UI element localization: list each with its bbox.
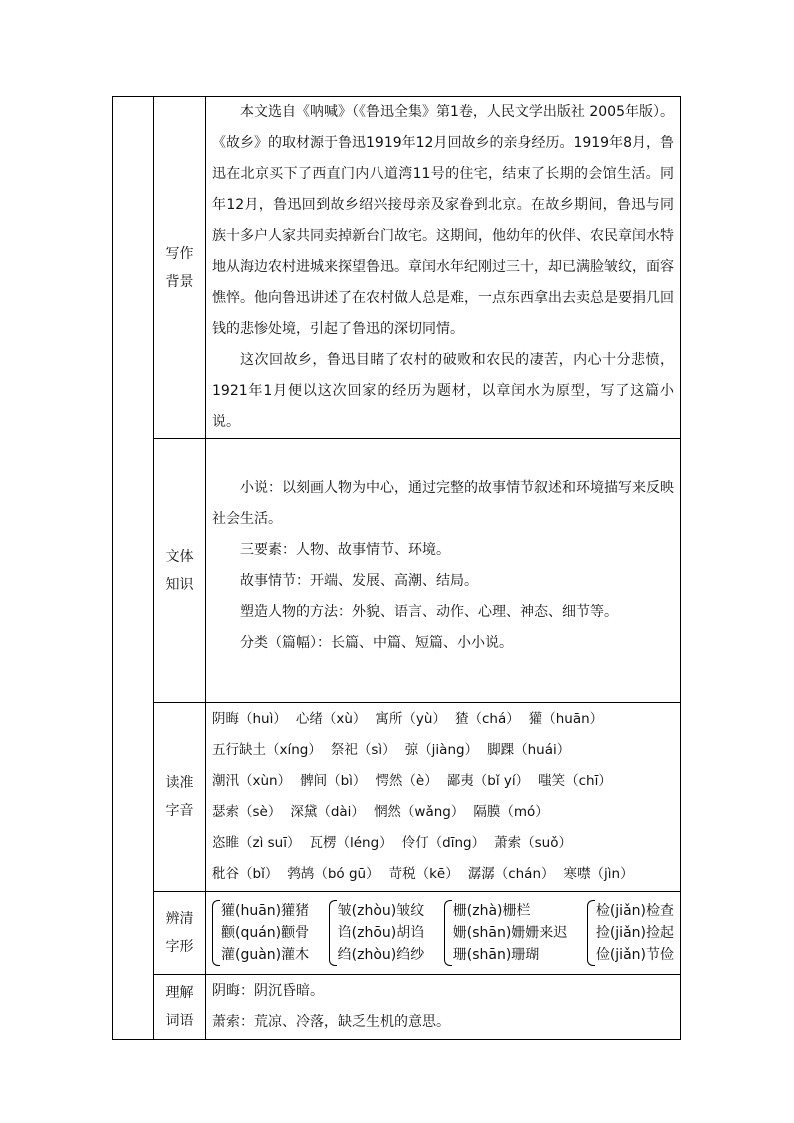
brace-icon <box>444 900 452 966</box>
brace-icon <box>329 900 337 966</box>
pron-word: 鄙夷（bǐ yí） <box>446 773 530 789</box>
pron-word: 脚踝（huái） <box>487 742 571 758</box>
label-words-text: 理解 词语 <box>165 985 194 1029</box>
genre-line-1: 小说：以刻画人物为中心，通过完整的故事情节叙述和环境描写来反映社会生活。 <box>212 479 674 527</box>
char-item: 皱(zhòu)皱纹 <box>337 903 425 919</box>
merged-column-cell <box>113 97 154 1040</box>
background-paragraph-2: 这次回故乡，鲁迅目睹了农村的破败和农民的凄苦，内心十分悲愤，1921年1月便以这次回家的经历为题材，以章闰水为原型，写了这篇小说。 <box>212 352 674 430</box>
pron-word: 心绪（xù） <box>295 711 367 727</box>
pron-word: 弶（jiàng） <box>404 742 479 758</box>
genre-line-5: 分类（篇幅）：长篇、中篇、短篇、小小说。 <box>240 634 513 651</box>
genre-line-2: 三要素：人物、故事情节、环境。 <box>240 541 450 558</box>
char-item: 捡(jiǎn)捡起 <box>595 925 674 941</box>
row-distinguish <box>113 892 681 975</box>
content-genre <box>206 439 681 703</box>
char-item: 颧(quán)颧骨 <box>221 925 310 941</box>
label-pronunciation <box>154 703 206 892</box>
pron-word: 寒噤（jìn） <box>563 866 634 882</box>
pron-word: 瑟索（sè） <box>212 804 282 820</box>
word-definition: 萧索：荒凉、冷落，缺乏生机的意思。 <box>212 1014 450 1030</box>
brace-icon <box>587 900 595 966</box>
pron-word: 獾（huān） <box>528 711 604 727</box>
pron-word: 潺潺（chán） <box>467 866 555 882</box>
content-words <box>206 975 681 1040</box>
genre-line-4: 塑造人物的方法：外貌、语言、动作、心理、神态、细节等。 <box>240 603 618 620</box>
pron-row <box>212 797 674 828</box>
pron-row <box>212 766 674 797</box>
content-background <box>206 97 681 439</box>
pron-word: 隔膜（mó） <box>473 804 549 820</box>
background-paragraph-1: 本文选自《呐喊》（《鲁迅全集》第1卷，人民文学出版社 2005年版）。《故乡》的取材源于鲁迅1919年12月回故乡的亲身经历。1919年8月，鲁迅在北京买下了西直门内八道湾11号的住宅，结束了长期的会馆生活。同年12月，鲁迅回到故乡绍兴接母亲及家眷到北京。在故乡期间，鲁迅与同族十多户人家共同卖掉新台门故宅。这期间，他幼年的伙伴、农民章闰水特地从海边农村进城来探望鲁迅。章闰水年纪刚过三十，却已满脸皱纹，面容憔悴。他向鲁迅讲述了在农村做人总是难，一点东西拿出去卖总是要捐几回钱的悲惨处境，引起了鲁迅的深切同情。 <box>212 104 674 337</box>
char-item: 绉(zhòu)绉纱 <box>337 947 425 963</box>
label-background <box>154 97 206 439</box>
char-group <box>444 900 568 966</box>
pron-word: 伶仃（dīng） <box>401 835 486 851</box>
char-item: 獾(huān)獾猪 <box>221 903 310 919</box>
label-distinguish-text: 辨清 字形 <box>165 911 194 955</box>
pron-word: 髀间（bì） <box>300 773 367 789</box>
char-group <box>587 900 674 966</box>
pron-row <box>212 828 674 859</box>
label-background-text: 写作 背景 <box>165 245 194 290</box>
label-pronunciation-text: 读准 字音 <box>165 775 194 819</box>
content-pronunciation <box>206 703 681 892</box>
row-pronunciation <box>113 703 681 892</box>
pron-word: 阴晦（huì） <box>212 711 287 727</box>
pron-word: 瓦楞（léng） <box>309 835 393 851</box>
char-item: 诌(zhōu)胡诌 <box>337 925 425 941</box>
pron-row <box>212 735 674 766</box>
pron-row <box>212 704 674 735</box>
label-words <box>154 975 206 1040</box>
pron-word: 嗤笑（chī） <box>538 773 612 789</box>
pron-word: 愕然（è） <box>375 773 438 789</box>
char-group <box>212 900 309 966</box>
label-genre-text: 文体 知识 <box>165 548 194 593</box>
pron-word: 鹁鸪（bó gū） <box>287 866 380 882</box>
char-item: 灌(guàn)灌木 <box>221 947 310 963</box>
study-table <box>112 96 681 1040</box>
char-item: 俭(jiǎn)节俭 <box>595 947 674 963</box>
pron-word: 深黛（dài） <box>290 804 365 820</box>
pron-word: 苛税（kē） <box>388 866 459 882</box>
row-background <box>113 97 681 439</box>
label-distinguish <box>154 892 206 975</box>
pron-word: 恣睢（zì suī） <box>212 835 301 851</box>
char-item: 检(jiǎn)检查 <box>595 903 674 919</box>
char-item: 栅(zhà)栅栏 <box>452 903 531 919</box>
label-genre <box>154 439 206 703</box>
pron-word: 寓所（yù） <box>375 711 446 727</box>
pron-row <box>212 859 674 890</box>
char-item: 珊(shān)珊瑚 <box>452 947 540 963</box>
distinguish-groups <box>212 896 674 970</box>
row-genre <box>113 439 681 703</box>
char-group <box>329 900 425 966</box>
pron-word: 潮汛（xùn） <box>212 773 292 789</box>
pron-word: 五行缺土（xíng） <box>212 742 322 758</box>
word-definition: 阴晦：阴沉昏暗。 <box>212 983 324 999</box>
genre-line-3: 故事情节：开端、发展、高潮、结局。 <box>240 572 478 589</box>
brace-icon <box>212 900 220 966</box>
pron-word: 秕谷（bǐ） <box>212 866 279 882</box>
char-item: 姗(shān)姗姗来迟 <box>452 925 568 941</box>
pron-word: 猹（chá） <box>454 711 520 727</box>
pron-word: 萧索（suǒ） <box>494 835 572 851</box>
pron-word: 惘然（wǎng） <box>373 804 465 820</box>
content-distinguish <box>206 892 681 975</box>
row-words <box>113 975 681 1040</box>
pron-word: 祭祀（sì） <box>330 742 396 758</box>
